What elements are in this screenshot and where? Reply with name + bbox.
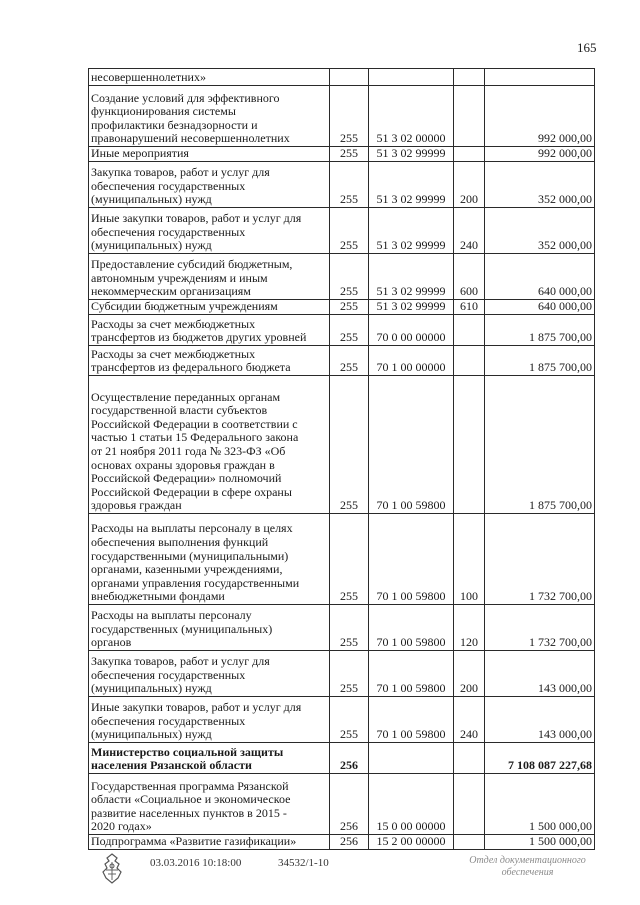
- table-row: [89, 514, 595, 605]
- table-row: [89, 697, 595, 743]
- expense-name-cell: Подпрограмма «Развитие газификации»: [89, 835, 330, 850]
- expense-name-cell: Предоставление субсидий бюджетным, автономным учреждениям и иным некоммерческим организациям: [89, 254, 330, 300]
- expense-name-cell: Расходы на выплаты персоналу в целях обеспечения выполнения функций государственными (муниципальными) органами, казенными учреждениями, органами управления государственными внебюджетными фондами: [89, 514, 330, 605]
- target-article-cell: 70 1 00 59800: [369, 376, 454, 514]
- table-row: [89, 774, 595, 835]
- table-row: [89, 835, 595, 850]
- table-row: [89, 254, 595, 300]
- table-row: [89, 376, 595, 514]
- expense-name-cell: Иные закупки товаров, работ и услуг для обеспечения государственных (муниципальных) нужд: [89, 208, 330, 254]
- amount-cell: 143 000,00: [485, 651, 595, 697]
- amount-cell: 1 875 700,00: [485, 346, 595, 376]
- department-code-cell: 255: [330, 346, 369, 376]
- department-code-cell: 255: [330, 162, 369, 208]
- table-row: [89, 69, 595, 86]
- amount-cell: 352 000,00: [485, 208, 595, 254]
- amount-cell: 7 108 087 227,68: [485, 743, 595, 774]
- table-row: [89, 743, 595, 774]
- table-row: [89, 300, 595, 315]
- target-article-cell: [369, 743, 454, 774]
- expense-type-cell: 240: [454, 208, 485, 254]
- department-code-cell: 255: [330, 208, 369, 254]
- target-article-cell: 51 3 02 00000: [369, 86, 454, 147]
- expense-name-cell: Расходы на выплаты персоналу государственных (муниципальных) органов: [89, 605, 330, 651]
- department-code-cell: 255: [330, 651, 369, 697]
- expense-type-cell: [454, 774, 485, 835]
- table-row: [89, 86, 595, 147]
- expense-type-cell: [454, 147, 485, 162]
- department-stamp: Отдел документационного обеспечения: [469, 855, 586, 878]
- target-article-cell: 70 1 00 00000: [369, 346, 454, 376]
- table-row: [89, 605, 595, 651]
- target-article-cell: 70 0 00 00000: [369, 315, 454, 346]
- expense-name-cell: несовершеннолетних»: [89, 69, 330, 86]
- department-code-cell: 255: [330, 376, 369, 514]
- target-article-cell: 15 2 00 00000: [369, 835, 454, 850]
- department-code-cell: 255: [330, 300, 369, 315]
- department-code-cell: 255: [330, 147, 369, 162]
- expense-name-cell: Иные мероприятия: [89, 147, 330, 162]
- expense-type-cell: [454, 376, 485, 514]
- expense-type-cell: 610: [454, 300, 485, 315]
- budget-table-body: [89, 69, 595, 850]
- expense-name-cell: Расходы за счет межбюджетных трансфертов из федерального бюджета: [89, 346, 330, 376]
- expense-name-cell: Закупка товаров, работ и услуг для обеспечения государственных (муниципальных) нужд: [89, 651, 330, 697]
- table-row: [89, 208, 595, 254]
- amount-cell: 992 000,00: [485, 147, 595, 162]
- amount-cell: 640 000,00: [485, 300, 595, 315]
- department-code-cell: 255: [330, 315, 369, 346]
- expense-name-cell: Создание условий для эффективного функционирования системы профилактики безнадзорности и правонарушений несовершеннолетних: [89, 86, 330, 147]
- department-code-cell: 256: [330, 774, 369, 835]
- target-article-cell: [369, 69, 454, 86]
- table-row: [89, 346, 595, 376]
- department-code-cell: 255: [330, 605, 369, 651]
- department-code-cell: 256: [330, 743, 369, 774]
- expense-name-cell: Иные закупки товаров, работ и услуг для обеспечения государственных (муниципальных) нужд: [89, 697, 330, 743]
- footer-datetime: 03.03.2016 10:18:00: [150, 857, 242, 869]
- department-code-cell: 255: [330, 254, 369, 300]
- target-article-cell: 51 3 02 99999: [369, 147, 454, 162]
- expense-name-cell: Государственная программа Рязанской области «Социальное и экономическое развитие населенных пунктов в 2015 - 2020 годах»: [89, 774, 330, 835]
- target-article-cell: 51 3 02 99999: [369, 162, 454, 208]
- amount-cell: [485, 69, 595, 86]
- expense-type-cell: [454, 346, 485, 376]
- table-row: [89, 651, 595, 697]
- table-row: [89, 147, 595, 162]
- target-article-cell: 51 3 02 99999: [369, 208, 454, 254]
- target-article-cell: 70 1 00 59800: [369, 651, 454, 697]
- expense-type-cell: 100: [454, 514, 485, 605]
- amount-cell: 1 732 700,00: [485, 605, 595, 651]
- target-article-cell: 70 1 00 59800: [369, 605, 454, 651]
- target-article-cell: 70 1 00 59800: [369, 514, 454, 605]
- expense-name-cell: Субсидии бюджетным учреждениям: [89, 300, 330, 315]
- amount-cell: 992 000,00: [485, 86, 595, 147]
- coat-of-arms-icon: [95, 852, 129, 886]
- expense-type-cell: 200: [454, 162, 485, 208]
- expense-name-cell: Осуществление переданных органам государственной власти субъектов Российской Федерации в соответствии с частью 1 статьи 15 Федерального закона от 21 ноября 2011 года № 323-ФЗ «Об основах охраны здоровья граждан в Российской Федерации» полномочий Российской Федерации в сфере охраны здоровья граждан: [89, 376, 330, 514]
- department-code-cell: 255: [330, 514, 369, 605]
- target-article-cell: 51 3 02 99999: [369, 300, 454, 315]
- expense-type-cell: [454, 69, 485, 86]
- amount-cell: 352 000,00: [485, 162, 595, 208]
- department-code-cell: 255: [330, 86, 369, 147]
- expense-type-cell: 200: [454, 651, 485, 697]
- expense-name-cell: Министерство социальной защиты населения Рязанской области: [89, 743, 330, 774]
- expense-type-cell: 600: [454, 254, 485, 300]
- target-article-cell: 51 3 02 99999: [369, 254, 454, 300]
- amount-cell: 1 875 700,00: [485, 315, 595, 346]
- expense-type-cell: [454, 743, 485, 774]
- amount-cell: 640 000,00: [485, 254, 595, 300]
- expense-type-cell: [454, 835, 485, 850]
- amount-cell: 1 500 000,00: [485, 774, 595, 835]
- department-code-cell: 255: [330, 697, 369, 743]
- amount-cell: 1 732 700,00: [485, 514, 595, 605]
- department-code-cell: [330, 69, 369, 86]
- amount-cell: 143 000,00: [485, 697, 595, 743]
- expense-type-cell: 120: [454, 605, 485, 651]
- table-row: [89, 315, 595, 346]
- department-code-cell: 256: [330, 835, 369, 850]
- target-article-cell: 15 0 00 00000: [369, 774, 454, 835]
- target-article-cell: 70 1 00 59800: [369, 697, 454, 743]
- amount-cell: 1 500 000,00: [485, 835, 595, 850]
- footer-document-number: 34532/1-10: [278, 857, 329, 869]
- expense-type-cell: [454, 86, 485, 147]
- amount-cell: 1 875 700,00: [485, 376, 595, 514]
- expense-type-cell: [454, 315, 485, 346]
- page-number: 165: [577, 40, 597, 55]
- budget-table: [88, 68, 595, 850]
- table-row: [89, 162, 595, 208]
- expense-name-cell: Закупка товаров, работ и услуг для обеспечения государственных (муниципальных) нужд: [89, 162, 330, 208]
- expense-type-cell: 240: [454, 697, 485, 743]
- expense-name-cell: Расходы за счет межбюджетных трансфертов из бюджетов других уровней: [89, 315, 330, 346]
